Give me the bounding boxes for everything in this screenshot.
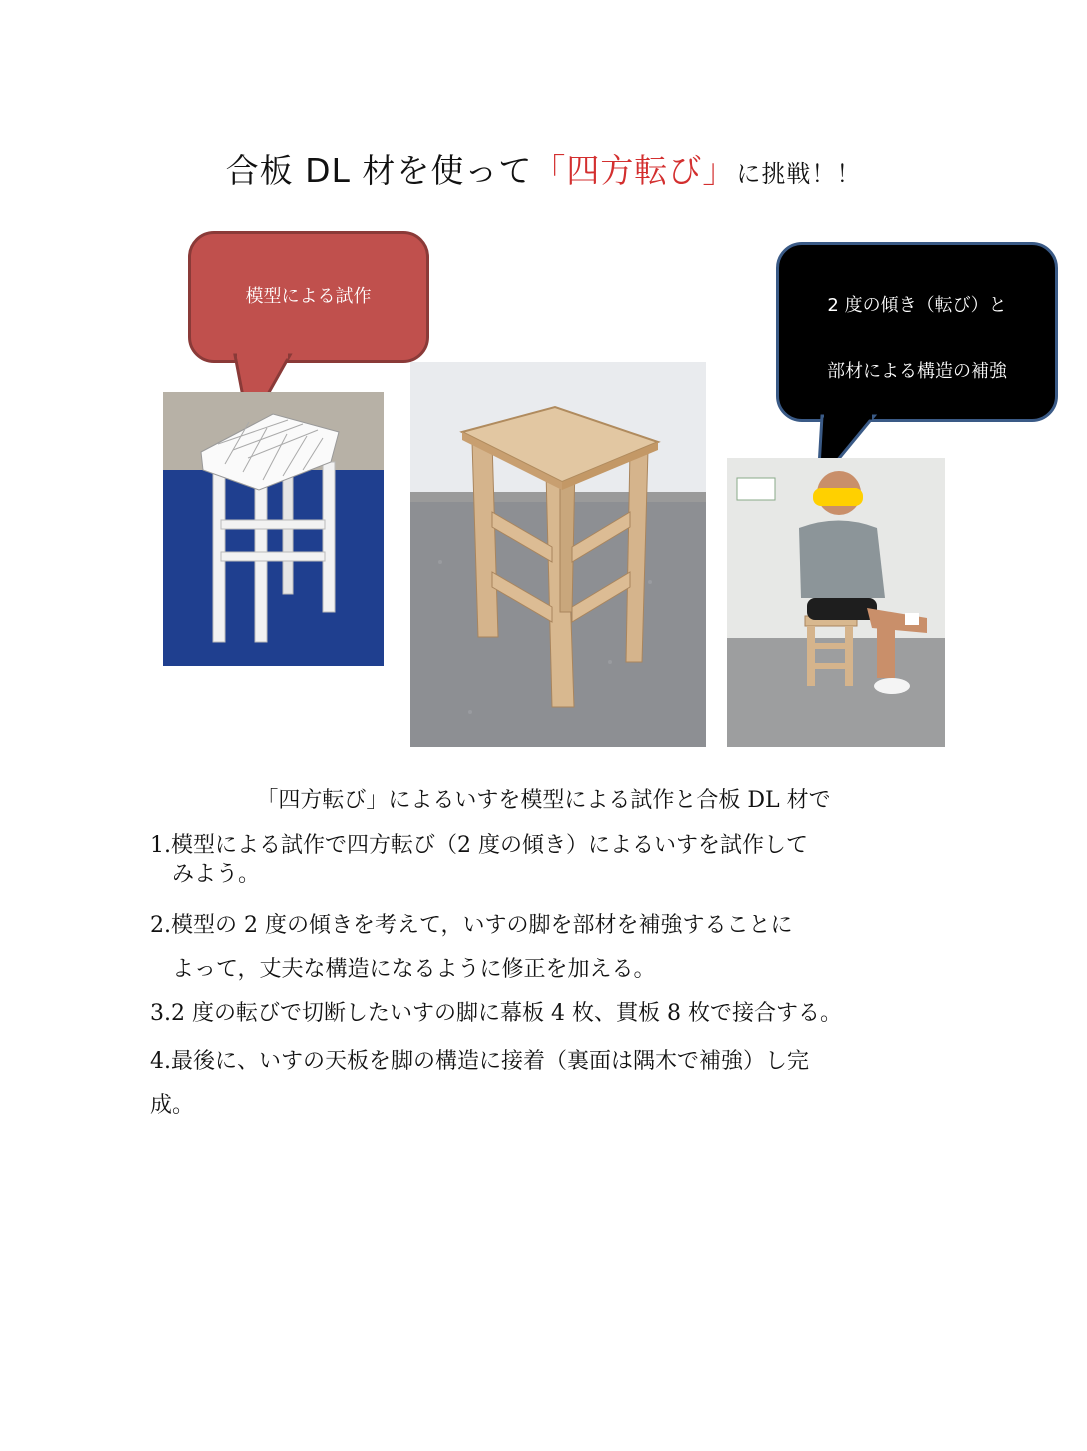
bubble-model-text: 模型による試作 bbox=[245, 286, 372, 307]
bubble-tilt-line2: 部材による構造の補強 bbox=[827, 361, 1007, 382]
speech-bubble-tilt bbox=[776, 242, 1058, 422]
step-2-line1: 2.模型の 2 度の傾きを考えて，いすの脚を部材を補強することに bbox=[150, 913, 793, 938]
step-4-line1: 4.最後に、いすの天板を脚の構造に接着（裏面は隅木で補強）し完 bbox=[150, 1049, 809, 1074]
step-4-line2: 成。 bbox=[150, 1093, 195, 1118]
caption: 「四方転び」によるいすを模型による試作と合板 DL 材で bbox=[256, 788, 831, 813]
step-1-line2: みよう。 bbox=[172, 861, 261, 887]
step-1-line1: 1.模型による試作で四方転び（2 度の傾き）によるいすを試作して bbox=[150, 833, 808, 858]
photo-plywood-stool bbox=[410, 362, 706, 747]
photo-person-sitting bbox=[727, 458, 945, 747]
step-2-line2: よって，丈夫な構造になるように修正を加える。 bbox=[172, 957, 656, 982]
step-1 bbox=[150, 832, 808, 889]
title-highlight: 「四方転び」 bbox=[532, 151, 737, 190]
step-3: 3.2 度の転びで切断したいすの脚に幕板 4 枚、貫板 8 枚で接合する。 bbox=[150, 1001, 842, 1026]
photo-model-stool bbox=[163, 392, 384, 666]
speech-bubble-model bbox=[188, 231, 429, 363]
bubble-tilt-line1: 2 度の傾き（転び）と bbox=[827, 295, 1007, 316]
step-2 bbox=[150, 904, 793, 992]
title-prefix: 合板 DL 材を使って bbox=[225, 151, 533, 190]
step-4 bbox=[150, 1040, 809, 1128]
title-suffix: に挑戦！！ bbox=[736, 160, 862, 188]
page-title bbox=[0, 145, 1087, 192]
